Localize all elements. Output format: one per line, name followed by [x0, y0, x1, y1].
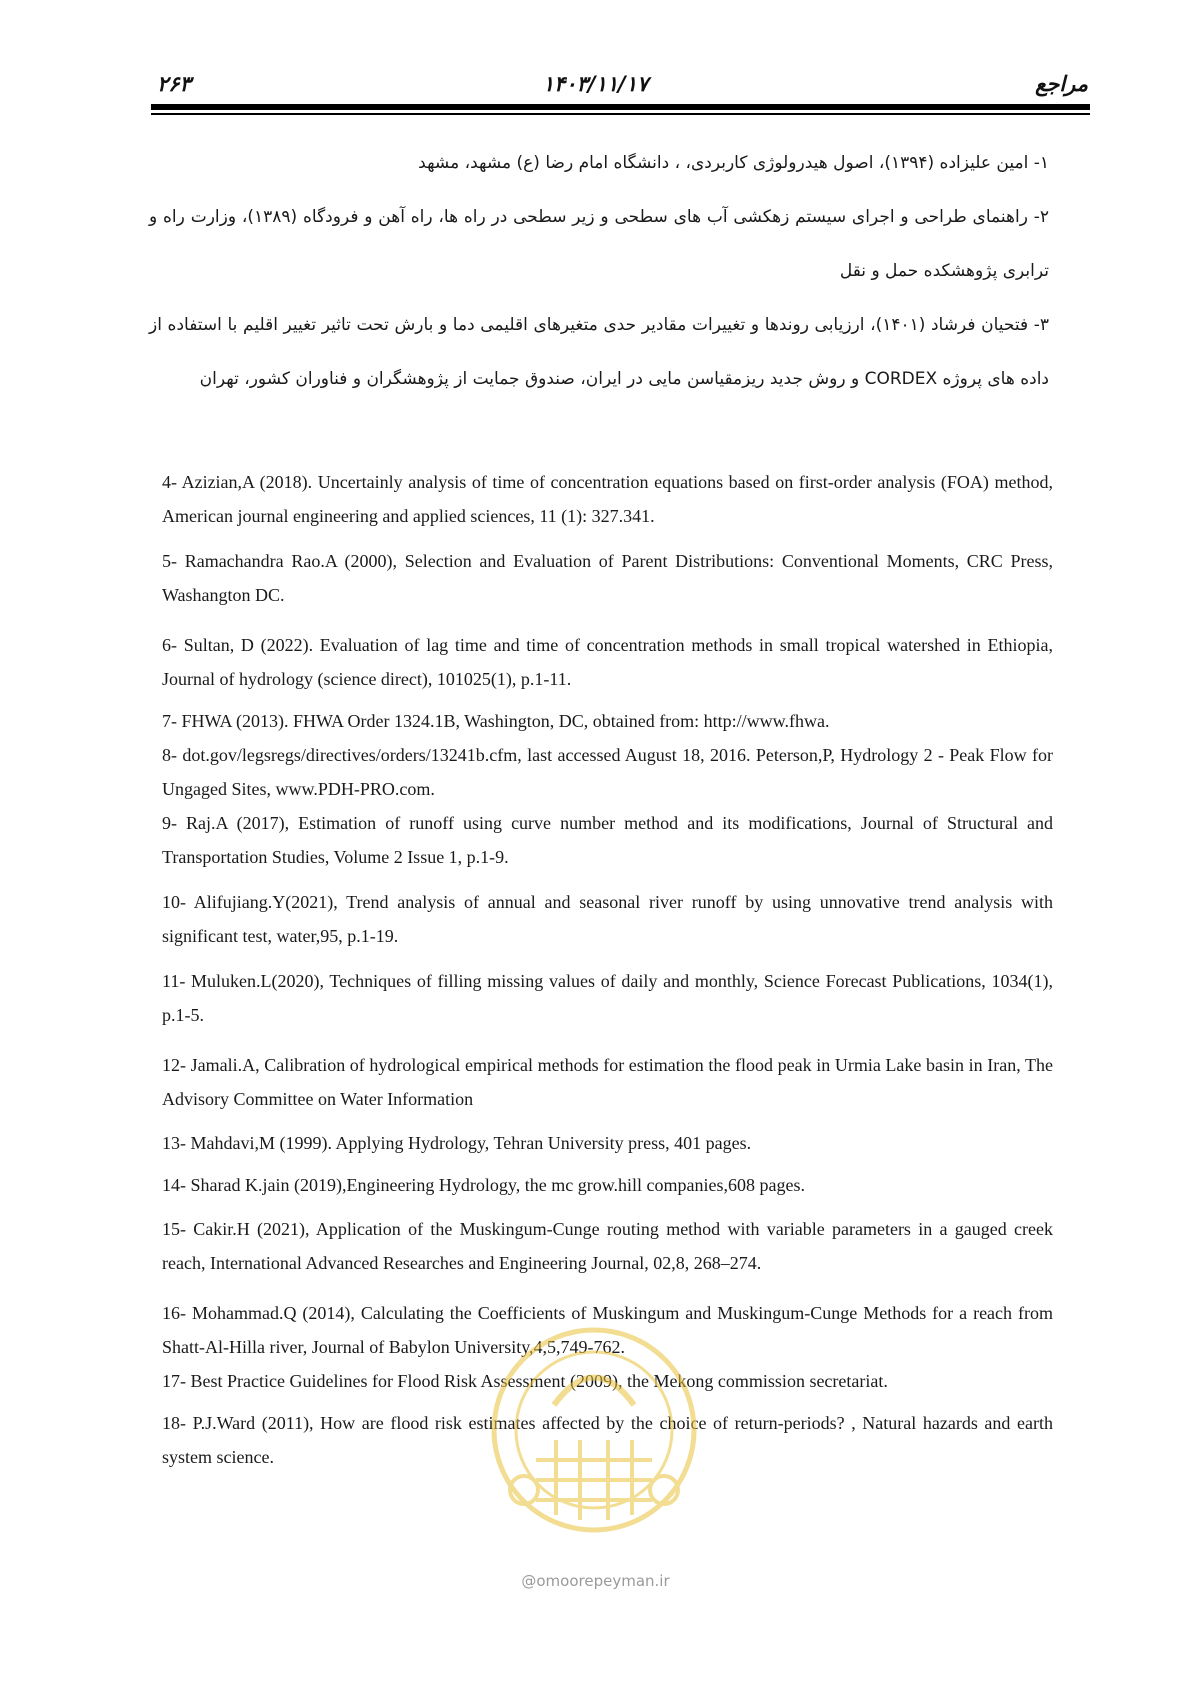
reference-8: 8- dot.gov/legsregs/directives/orders/13241b.cfm, last accessed August 18, 2016. Peterson,P, Hydrology 2 - Peak Flow for Ungaged Sites, www.PDH-PRO.com. — [162, 745, 1053, 799]
persian-reference-2 — [149, 190, 1049, 298]
watermark-text: @omoorepeyman.ir — [521, 1572, 670, 1590]
header-date: ۱۴۰۳/۱۱/۱۷ — [542, 72, 649, 96]
persian-reference-1 — [149, 136, 1049, 190]
reference-18: 18- P.J.Ward (2011), How are flood risk estimates affected by the choice of return-periods? , Natural hazards and earth system science. — [162, 1413, 1053, 1467]
reference-12: 12- Jamali.A, Calibration of hydrological empirical methods for estimation the flood peak in Urmia Lake basin in Iran, The Advisory Committee on Water Information — [162, 1055, 1053, 1109]
page-header — [0, 0, 1191, 140]
reference-5: 5- Ramachandra Rao.A (2000), Selection and Evaluation of Parent Distributions: Conventional Moments, CRC Press, Washangton DC. — [162, 551, 1053, 605]
reference-7: 7- FHWA (2013). FHWA Order 1324.1B, Washington, DC, obtained from: http://www.fhwa. — [162, 711, 830, 731]
reference-text: ۱- امین علیزاده (۱۳۹۴)، اصول هیدرولوژی کاربردی، ، دانشگاه امام رضا (ع) مشهد، مشهد — [418, 153, 1049, 173]
reference-4: 4- Azizian,A (2018). Uncertainly analysis of time of concentration equations based on first-order analysis (FOA) method, American journal engineering and applied sciences, 11 (1): 327.341. — [162, 472, 1053, 526]
reference-text: ۳- فتحیان فرشاد (۱۴۰۱)، ارزیابی روندها و تغییرات مقادیر حدی متغیرهای اقلیمی دما و بارش تحت تاثیر تغییر اقلیم با استفاده از داده های پروژه CORDEX و روش جدید ریزمقیاسن مایی در ایران، صندوق جمایت از پژوهشگران و فناوران کشور، تهران — [149, 315, 1049, 389]
reference-text: ۲- راهنمای طراحی و اجرای سیستم زهکشی آب های سطحی و زیر سطحی در راه ها، راه آهن و فرودگاه (۱۳۸۹)، وزارت راه و ترابری پژوهشکده حمل و نقل — [149, 207, 1049, 281]
reference-15: 15- Cakir.H (2021), Application of the Muskingum-Cunge routing method with variable parameters in a gauged creek reach, International Advanced Researches and Engineering Journal, 02,8, 268–274. — [162, 1219, 1053, 1273]
watermark-seal-icon — [484, 1310, 704, 1560]
reference-14: 14- Sharad K.jain (2019),Engineering Hydrology, the mc grow.hill companies,608 pages. — [162, 1175, 806, 1195]
page-number: ۲۶۳ — [157, 72, 191, 96]
reference-17: 17- Best Practice Guidelines for Flood Risk Assessment (2009), the Mekong commission secretariat. — [162, 1371, 888, 1391]
header-rule-thin — [151, 113, 1090, 115]
reference-10: 10- Alifujiang.Y(2021), Trend analysis of annual and seasonal river runoff by using unnovative trend analysis with significant test, water,95, p.1-19. — [162, 892, 1053, 946]
reference-16: 16- Mohammad.Q (2014), Calculating the Coefficients of Muskingum and Muskingum-Cunge Methods for a reach from Shatt-Al-Hilla river, Journal of Babylon University,4,5,749-762. — [162, 1303, 1053, 1357]
reference-9: 9- Raj.A (2017), Estimation of runoff using curve number method and its modifications, Journal of Structural and Transportation Studies, Volume 2 Issue 1, p.1-9. — [162, 813, 1053, 867]
header-rule-thick — [151, 104, 1090, 110]
reference-6: 6- Sultan, D (2022). Evaluation of lag time and time of concentration methods in small tropical watershed in Ethiopia, Journal of hydrology (science direct), 101025(1), p.1-11. — [162, 635, 1053, 689]
reference-11: 11- Muluken.L(2020), Techniques of filling missing values of daily and monthly, Science Forecast Publications, 1034(1), p.1-5. — [162, 971, 1053, 1025]
section-title: مراجع — [1035, 72, 1088, 96]
persian-reference-3 — [149, 298, 1049, 406]
reference-13: 13- Mahdavi,M (1999). Applying Hydrology, Tehran University press, 401 pages. — [162, 1133, 752, 1153]
